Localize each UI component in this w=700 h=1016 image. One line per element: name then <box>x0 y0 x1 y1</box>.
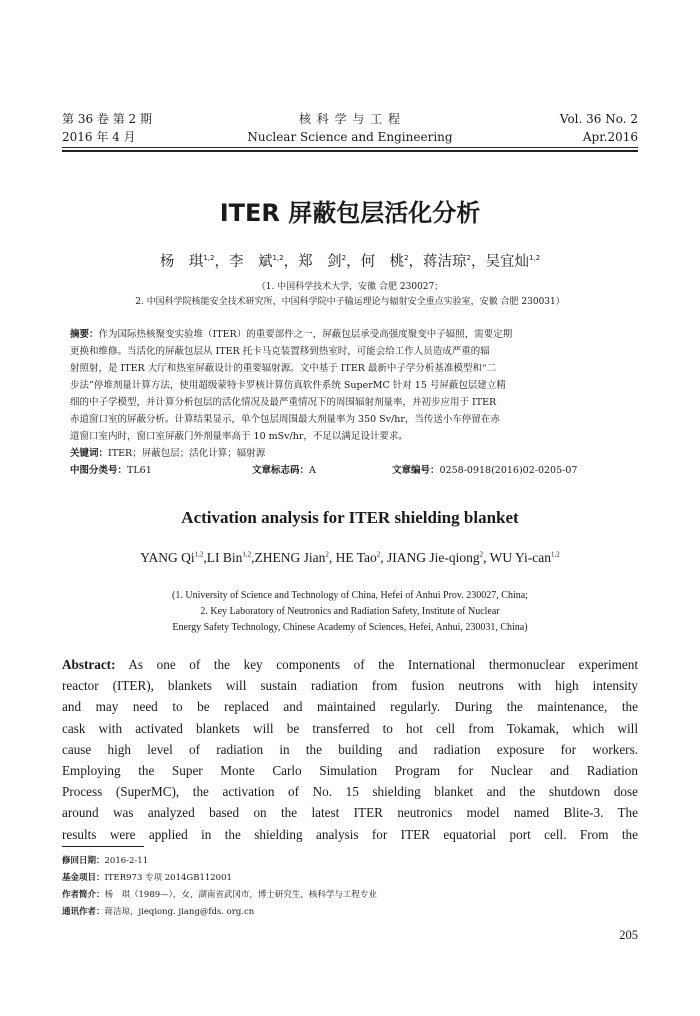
footnote-corresponding: 通讯作者：蒋洁琼，jieqiong. jiang@fds. org.cn <box>62 907 255 917</box>
cn-title: ITER 屏蔽包层活化分析 <box>219 199 481 227</box>
cn-abstract-line: 射照射，是 ITER 大厅和热室屏蔽设计的重要辐射源。文中基于 ITER 最新中子学分析基准模型和“二 <box>70 363 497 374</box>
journal-date-cn: 2016 年 4 月 <box>62 130 136 144</box>
cn-author: 何 桃$^2$ <box>360 254 409 270</box>
en-title: Activation analysis for ITER shielding blanket <box>181 508 519 527</box>
en-affiliation-line: 2. Key Laboratory of Neutronics and Radiation Safety, Institute of Nuclear <box>200 606 500 617</box>
cn-keywords: 关键词：ITER；屏蔽包层；活化计算；辐射源 <box>70 448 266 459</box>
cn-abstract-line: 细的中子学模型，并计算分析包层的活化情况及最严重情况下的周围辐射剂量率，并初步应用于 ITER <box>70 397 497 408</box>
en-abstract-line: cask with activated blankets will be transferred to hot cell from Tokamak, which will <box>62 720 638 736</box>
footnote-fund: 基金项目：ITER973 专项 2014GB112001 <box>62 873 232 883</box>
en-author: WU Yi-can$^{1,2}$ <box>489 550 560 565</box>
en-author: LI Bin$^{1,2}$ <box>206 550 252 565</box>
cn-abstract-line: 赤道窗口室的屏蔽分析。计算结果显示，单个包层周围最大剂量率为 350 Sv/hr，当传送小车停留在赤 <box>70 414 500 425</box>
en-abstract-line: and may need to be replaced and maintained regularly. During the maintenance, the <box>62 699 638 715</box>
footnotes <box>62 853 377 921</box>
cn-author: 李 斌$^{1,2}$ <box>228 254 284 270</box>
footnote-bio: 作者简介：杨 琪（1989—），女，湖南省武冈市，博士研究生，核科学与工程专业 <box>62 890 377 900</box>
journal-vol-no-en: Vol. 36 No. 2 <box>559 112 638 126</box>
cn-clc: 中图分类号：TL61 <box>70 465 152 476</box>
en-author: JIANG Jie-qiong$^2$ <box>387 550 484 565</box>
en-abstract-line: Process (SuperMC), the activation of No. 15 shielding blanket and the shutdown dose <box>62 784 638 800</box>
journal-name-en: Nuclear Science and Engineering <box>247 130 453 144</box>
en-abstract-line: Employing the Super Monte Carlo Simulation Program for Nuclear and Radiation <box>62 763 638 779</box>
cn-abstract <box>70 326 630 479</box>
cn-author: 吴宜灿$^{1,2}$ <box>485 254 541 270</box>
cn-affiliation-1: （1. 中国科学技术大学，安徽 合肥 230027； <box>256 282 444 292</box>
cn-abstract-line: 步法”停堆剂量计算方法，使用超级蒙特卡罗核计算仿真软件系统 SuperMC 针对 15 号屏蔽包层建立精 <box>70 380 506 391</box>
cn-article-number: 文章编号：0258-0918(2016)02-0205-07 <box>392 465 578 476</box>
en-abstract-line: results were applied in the shielding analysis for ITER equatorial port cell. From the <box>62 826 638 842</box>
cn-abstract-line: 摘要：作为国际热核聚变实验堆（ITER）的重要部件之一，屏蔽包层承受高强度聚变中子辐照，需要定期 <box>70 329 513 340</box>
en-abstract-line: around was analyzed based on the latest ITER neutronics model named Blite-3. The <box>62 805 638 821</box>
cn-classification-row <box>70 462 630 479</box>
journal-name-cn: 核 科 学 与 工 程 <box>298 112 402 126</box>
page-number: 205 <box>619 928 638 942</box>
cn-doc-code: 文章标志码：A <box>252 465 316 476</box>
en-abstract-line: reactor (ITER), blankets will sustain radiation from fusion neutrons with high intensity <box>62 678 638 694</box>
en-author: HE Tao$^2$ <box>335 550 381 565</box>
en-author: ZHENG Jian$^2$ <box>254 550 329 565</box>
cn-author: 蒋洁琼$^2$ <box>423 254 472 270</box>
en-affiliation-line: (1. University of Science and Technology of China, Hefei of Anhui Prov. 230027, China; <box>172 590 528 601</box>
en-affiliation-line: Energy Safety Technology, Chinese Academy of Sciences, Hefei, Anhui, 230031, China) <box>172 622 528 633</box>
cn-author: 杨 琪$^{1,2}$ <box>159 254 215 270</box>
cn-affiliation-2: 2. 中国科学院核能安全技术研究所，中国科学院中子输运理论与辐射安全重点实验室，安徽 合肥 230031） <box>135 297 565 307</box>
header-rule-bottom <box>62 150 638 152</box>
en-abstract <box>62 654 638 845</box>
cn-authors: 杨 琪$^{1,2}$，李 斌$^{1,2}$，郑 剑$^2$，何 桃$^2$，蒋洁琼$^2$，吴宜灿$^{1,2}$ <box>159 254 541 270</box>
footnote-received: 修回日期：2016-2-11 <box>62 856 149 866</box>
cn-abstract-line: 道窗口室内时，窗口室屏蔽门外剂量率高于 10 mSv/hr，不足以满足设计要求。 <box>70 431 408 442</box>
en-affiliations <box>0 588 700 636</box>
journal-date-en: Apr.2016 <box>582 130 638 144</box>
journal-volume-issue: 第 36 卷 第 2 期 <box>62 112 152 126</box>
en-abstract-line: cause high level of radiation in the building and radiation exposure for workers. <box>62 741 638 757</box>
header-rule-top <box>62 147 638 148</box>
cn-author: 郑 剑$^2$ <box>298 254 347 270</box>
en-abstract-line: Abstract: As one of the key components of the International thermonuclear experiment <box>62 657 638 672</box>
footnote-rule <box>62 846 144 847</box>
cn-abstract-line: 更换和维修。当活化的屏蔽包层从 ITER 托卡马克装置移到热室时，可能会给工作人员造成严重的辐 <box>70 346 490 357</box>
en-authors: YANG Qi$^{1,2}$,LI Bin$^{1,2}$,ZHENG Jian$^2$, HE Tao$^2$, JIANG Jie-qiong$^2$, WU Yi-can$^{1,2}$ <box>140 550 560 565</box>
en-author: YANG Qi$^{1,2}$ <box>140 550 204 565</box>
